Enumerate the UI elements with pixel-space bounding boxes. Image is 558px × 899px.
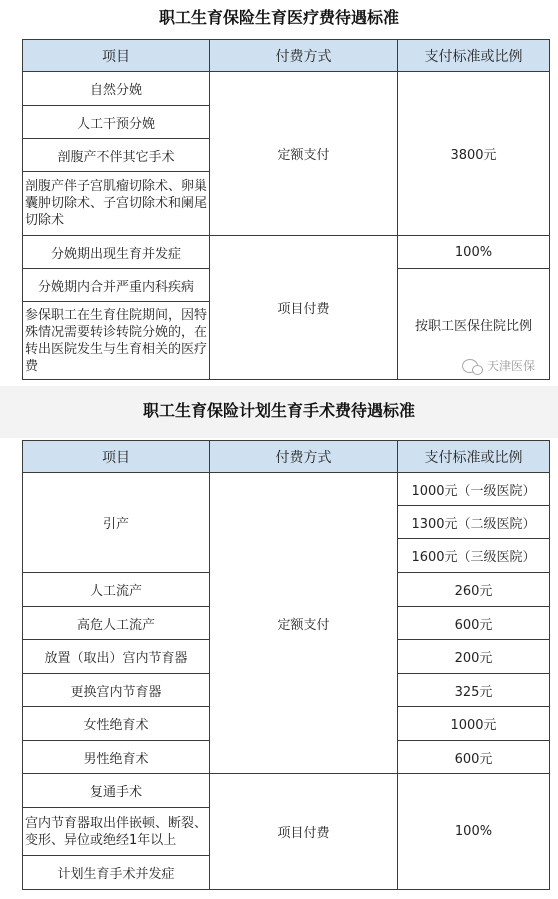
maternity-medical-table [22,39,550,380]
standard-cell: 100% [398,236,550,269]
standard-cell: 600元 [398,607,550,640]
item-cell: 人工干预分娩 [23,106,210,139]
standard-cell: 1300元（二级医院） [398,506,550,539]
item-cell: 计划生育手术并发症 [23,856,210,890]
item-cell: 剖腹产不伴其它手术 [23,139,210,172]
header-payment: 付费方式 [210,441,398,473]
item-cell: 高危人工流产 [23,607,210,640]
item-cell: 分娩期出现生育并发症 [23,236,210,269]
payment-cell: 项目付费 [210,236,398,380]
header-item: 项目 [23,441,210,473]
standard-cell: 1000元 [398,707,550,741]
item-cell: 引产 [23,473,210,573]
item-cell: 参保职工在生育住院期间，因特殊情况需要转诊转院分娩的，在转出医院发生与生育相关的医疗费 [23,302,210,380]
watermark [462,357,535,374]
item-cell: 更换宫内节育器 [23,674,210,707]
standard-cell: 200元 [398,640,550,674]
standard-cell: 按职工医保住院比例 [398,269,550,380]
standard-cell: 1600元（三级医院） [398,539,550,573]
header-standard: 支付标准或比例 [398,40,550,72]
family-planning-table [22,440,550,890]
watermark-text: 天津医保 [487,359,536,373]
table2-title: 职工生育保险计划生育手术费待遇标准 [142,401,415,420]
item-cell: 分娩期内合并严重内科疾病 [23,269,210,302]
item-cell: 女性绝育术 [23,707,210,741]
header-standard: 支付标准或比例 [398,441,550,473]
standard-cell: 260元 [398,573,550,607]
standard-cell: 100% [398,774,550,890]
standard-cell: 325元 [398,674,550,707]
payment-cell: 定额支付 [210,72,398,236]
payment-cell: 项目付费 [210,774,398,890]
item-cell: 复通手术 [23,774,210,808]
item-cell: 宫内节育器取出伴嵌顿、断裂、变形、异位或绝经1年以上 [23,808,210,856]
item-cell: 男性绝育术 [23,741,210,774]
item-cell: 放置（取出）宫内节育器 [23,640,210,674]
item-cell: 剖腹产伴子宫肌瘤切除术、卵巢囊肿切除术、子宫切除术和阑尾切除术 [23,172,210,236]
payment-cell: 定额支付 [210,473,398,774]
table1-title: 职工生育保险生育医疗费待遇标准 [158,8,399,27]
header-item: 项目 [23,40,210,72]
standard-cell: 600元 [398,741,550,774]
standard-cell: 1000元（一级医院） [398,473,550,506]
item-cell: 人工流产 [23,573,210,607]
item-cell: 自然分娩 [23,72,210,106]
header-payment: 付费方式 [210,40,398,72]
standard-cell: 3800元 [398,72,550,236]
wechat-icon [462,359,478,373]
